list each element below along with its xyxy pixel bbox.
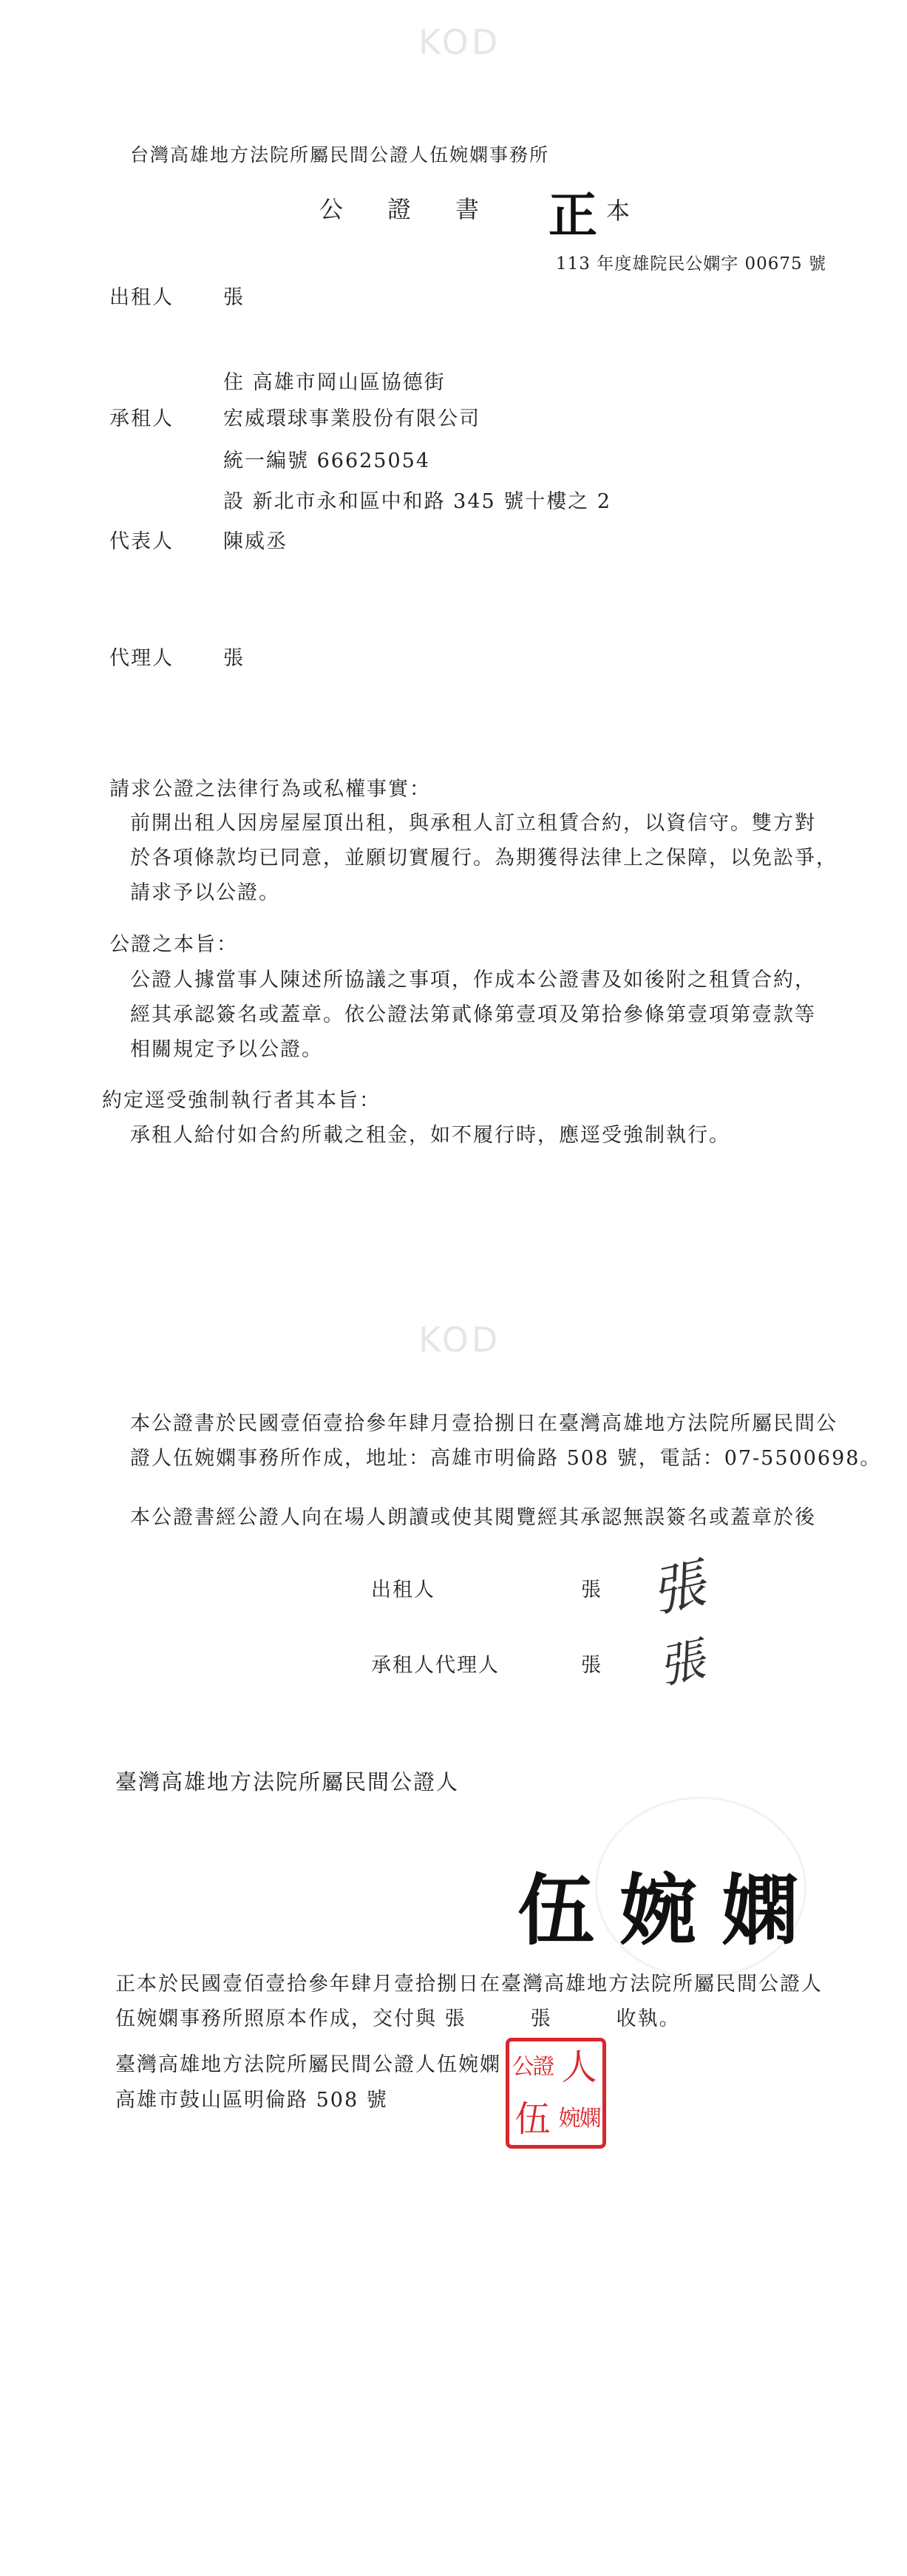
- purpose-line: 相關規定予以公證。: [130, 1038, 323, 1061]
- request-line: 前開出租人因房屋屋頂出租，與承租人訂立租賃合約，以資信守。雙方對: [130, 812, 816, 835]
- request-heading: 請求公證之法律行為或私權事實：: [109, 778, 431, 801]
- original-copy-stamp: 正: [548, 186, 597, 244]
- top-watermark: KOD: [418, 22, 501, 62]
- seal-text: 人: [561, 2047, 597, 2088]
- representative-label: 代表人: [109, 530, 174, 553]
- enforce-line: 承租人給付如合約所載之租金，如不履行時，應逕受強制執行。: [130, 1124, 730, 1147]
- lessee-location: 設 新北市永和區中和路 345 號十樓之 2: [223, 490, 612, 513]
- copy-line: 伍婉嫻事務所照原本作成，交付與 張 張 收執。: [115, 2007, 681, 2030]
- seal-text: 伍: [514, 2098, 551, 2140]
- read-statement: 本公證書經公證人向在場人朗讀或使其閱覽經其承認無誤簽名或蓋章於後: [130, 1506, 816, 1529]
- lessee-label: 承租人: [109, 407, 174, 430]
- title-suffix: 本: [606, 197, 632, 225]
- lessor-handwritten-signature: 張: [645, 1552, 711, 1624]
- sign-lessor-label: 出租人: [371, 1579, 435, 1601]
- notary-title: 臺灣高雄地方法院所屬民間公證人: [115, 1769, 460, 1794]
- enforce-body: [130, 1118, 730, 1153]
- seal-text: 公證: [512, 2054, 554, 2080]
- lessee-tax-id: 統一編號 66625054: [223, 450, 431, 472]
- sign-agent-label: 承租人代理人: [371, 1654, 500, 1677]
- purpose-body: [130, 963, 816, 1067]
- enforce-heading: 約定逕受強制執行者其本旨：: [102, 1089, 381, 1112]
- made-line: 本公證書於民國壹佰壹拾參年肆月壹拾捌日在臺灣高雄地方法院所屬民間公: [130, 1412, 838, 1435]
- agent-name: 張: [223, 647, 245, 670]
- agent-label: 代理人: [109, 647, 174, 670]
- agent-handwritten-signature: 張: [653, 1632, 710, 1695]
- sign-lessor-name: 張: [581, 1579, 602, 1601]
- document-number: 113 年度雄院民公嫻字 00675 號: [556, 254, 826, 274]
- representative-name: 陳威丞: [223, 530, 288, 553]
- request-line: 於各項條款均已同意，並願切實履行。為期獲得法律上之保障，以免訟爭，: [130, 847, 838, 870]
- seal-text: 婉嫻: [558, 2106, 600, 2132]
- lessor-name: 張: [223, 286, 245, 309]
- request-line: 請求予以公證。: [130, 881, 280, 904]
- request-body: [130, 806, 838, 910]
- lessee-company: 宏威環球事業股份有限公司: [223, 407, 480, 430]
- lessor-label: 出租人: [109, 286, 174, 309]
- copy-line: 正本於民國壹佰壹拾參年肆月壹拾捌日在臺灣高雄地方法院所屬民間公證人: [115, 1973, 823, 1996]
- office-line: 台灣高雄地方法院所屬民間公證人伍婉嫻事務所: [130, 144, 550, 166]
- copy-statement: [115, 1967, 823, 2036]
- purpose-line: 公證人據當事人陳述所協議之事項，作成本公證書及如後附之租賃合約，: [130, 969, 816, 992]
- office-address: 高雄市鼓山區明倫路 508 號: [115, 2089, 388, 2112]
- made-statement: [130, 1406, 881, 1476]
- notary-signature: 伍婉嫻: [517, 1865, 824, 1956]
- lessee-address: 住 高雄市岡山區協德街: [223, 371, 446, 394]
- sign-agent-name: 張: [581, 1654, 602, 1677]
- made-line: 證人伍婉嫻事務所作成，地址：高雄市明倫路 508 號，電話：07-5500698。: [130, 1447, 882, 1470]
- office-name: 臺灣高雄地方法院所屬民間公證人伍婉嫻: [115, 2053, 501, 2076]
- notary-seal: [506, 2038, 606, 2149]
- document-title: 公 證 書: [319, 195, 490, 223]
- mid-watermark: KOD: [418, 1320, 501, 1360]
- purpose-line: 經其承認簽名或蓋章。依公證法第貳條第壹項及第拾參條第壹項第壹款等: [130, 1003, 816, 1026]
- purpose-heading: 公證之本旨：: [109, 933, 238, 956]
